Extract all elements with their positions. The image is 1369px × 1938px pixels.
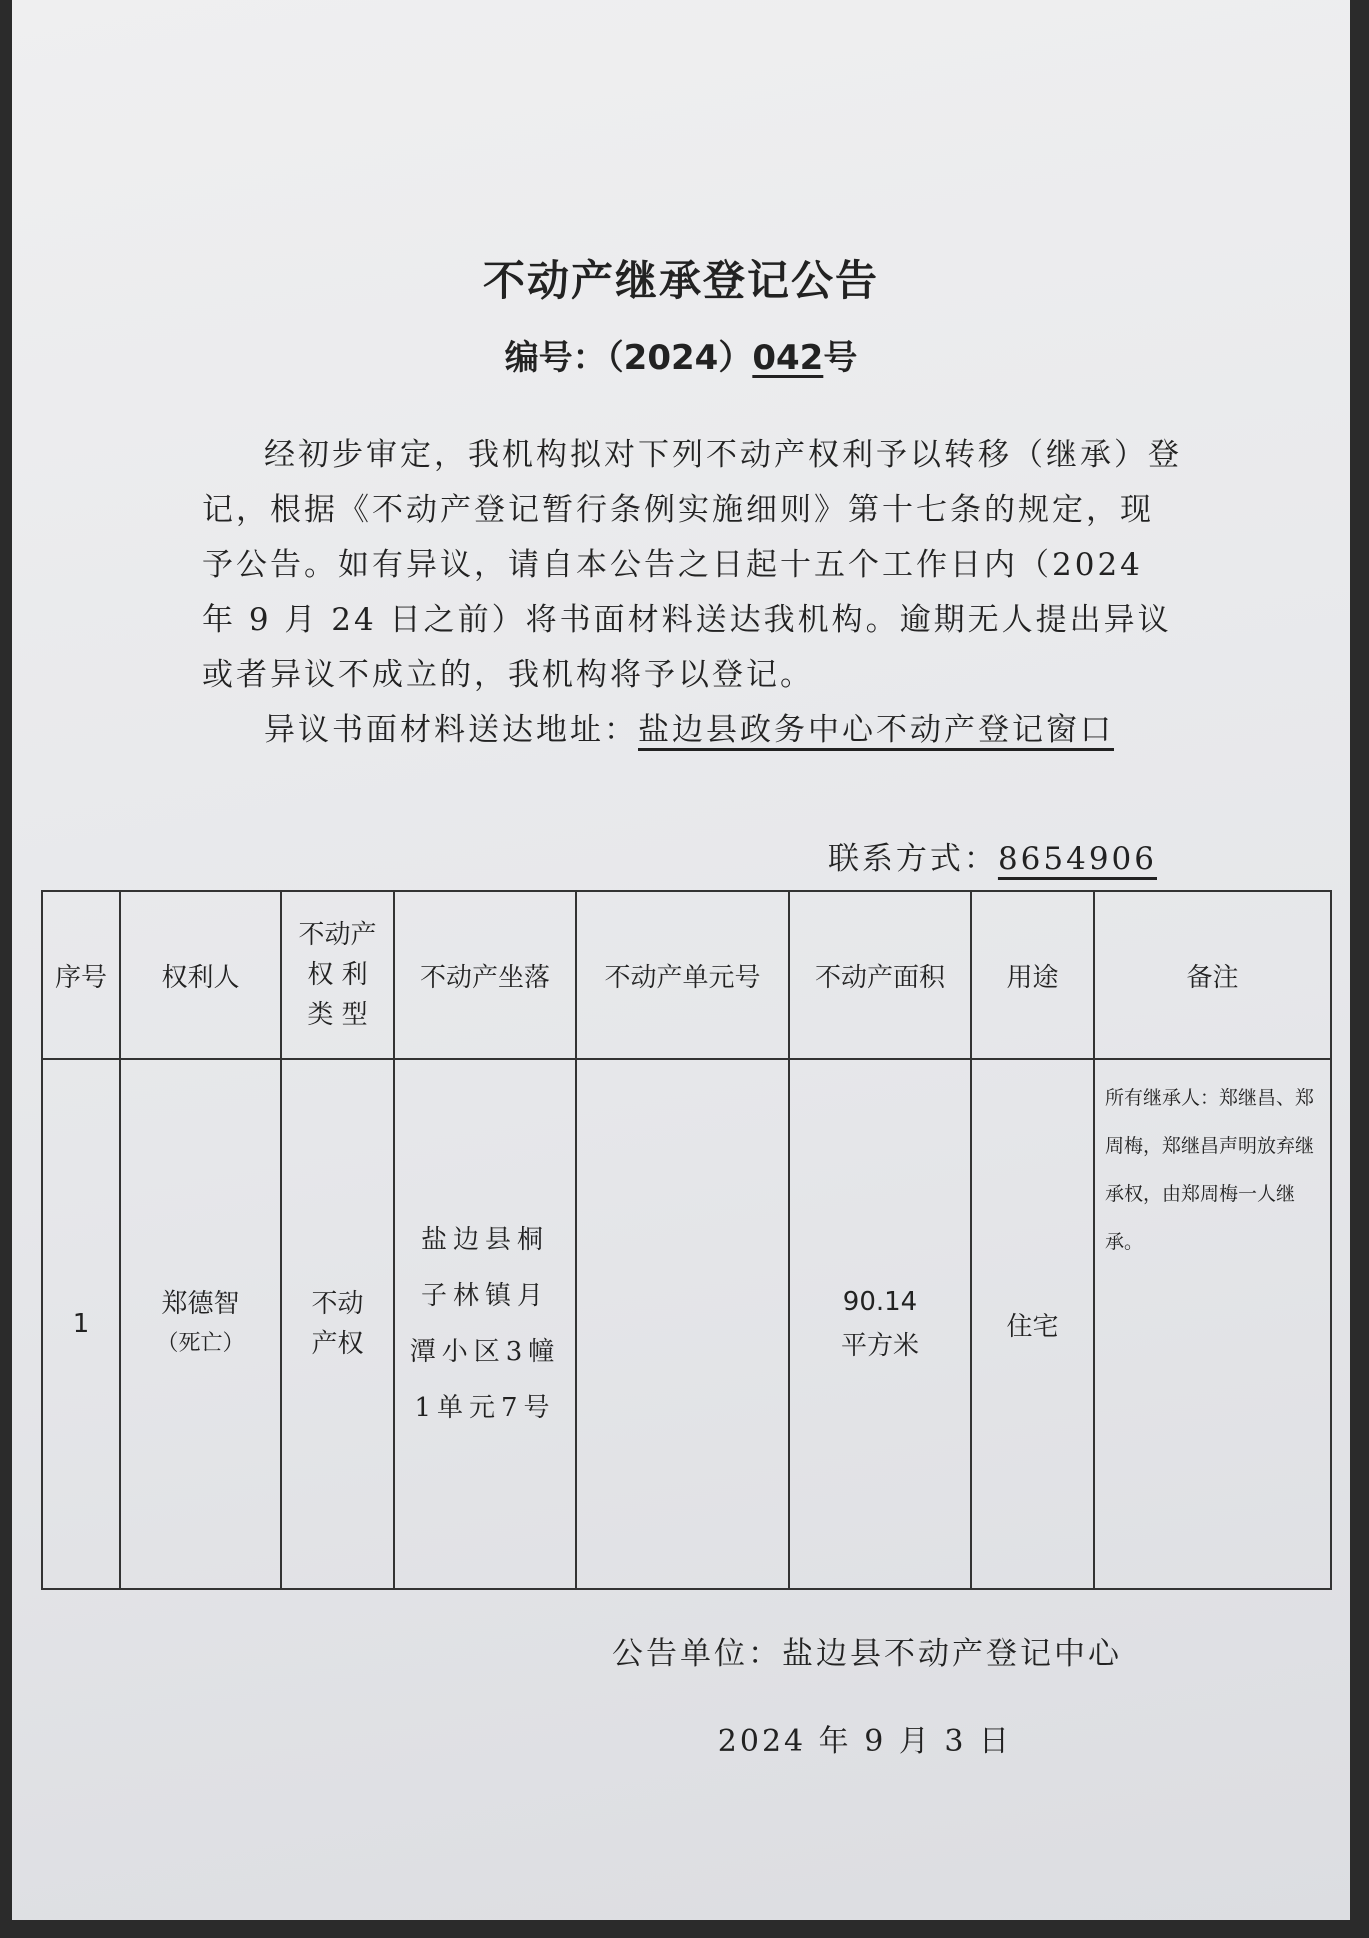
cell-unit-number (576, 1059, 789, 1589)
cell-seq: 1 (42, 1059, 120, 1589)
contact-info (828, 833, 1157, 878)
cell-right-type (281, 1059, 394, 1589)
table-header-row (42, 891, 1331, 1059)
notice-paragraph: 经初步审定，我机构拟对下列不动产权利予以转移（继承）登记，根据《不动产登记暂行条例实施细则》第十七条的规定，现予公告。如有异议，请自本公告之日起十五个工作日内（2024 年 9 月 24 日之前）将书面材料送达我机构。逾期无人提出异议或者异议不成立的，我机构将予以登记。 (202, 437, 1182, 693)
right-type-line: 不动 (311, 1289, 364, 1319)
cell-usage: 住宅 (971, 1059, 1094, 1589)
location-line: 1单元7号 (414, 1393, 556, 1423)
cell-area (789, 1059, 971, 1589)
header-location: 不动产坐落 (394, 891, 576, 1059)
header-usage: 用途 (971, 891, 1094, 1059)
header-seq: 序号 (42, 891, 120, 1059)
document-number-value: 042 (752, 338, 824, 378)
cell-remark: 所有继承人：郑继昌、郑周梅，郑继昌声明放弃继承权，由郑周梅一人继承。 (1094, 1059, 1331, 1589)
right-type-line: 产权 (311, 1329, 364, 1359)
location-line: 潭小区3幢 (409, 1337, 561, 1367)
area-unit: 平方米 (840, 1331, 919, 1361)
notice-title: 不动产继承登记公告 (482, 256, 879, 305)
address-value: 盐边县政务中心不动产登记窗口 (638, 712, 1114, 748)
document-number (12, 330, 1350, 379)
header-right-type-line: 类 型 (307, 1000, 368, 1030)
holder-status: （死亡） (156, 1331, 245, 1356)
holder-name: 郑德智 (161, 1289, 240, 1319)
contact-phone: 8654906 (997, 841, 1157, 877)
header-holder: 权利人 (120, 891, 281, 1059)
issue-date: 2024 年 9 月 3 日 (717, 1724, 1012, 1759)
issuing-unit-value: 盐边县不动产登记中心 (782, 1636, 1122, 1672)
registration-table (41, 890, 1332, 1590)
contact-label: 联系方式： (827, 841, 998, 877)
area-value: 90.14 (842, 1287, 918, 1317)
notice-page (12, 0, 1350, 1920)
issuing-unit (612, 1628, 1122, 1673)
header-area: 不动产面积 (789, 891, 971, 1059)
header-right-type (281, 891, 394, 1059)
document-number-suffix: 号 (823, 338, 858, 378)
header-right-type-line: 权 利 (307, 960, 368, 990)
table-row (42, 1059, 1331, 1589)
header-right-type-line: 不动产 (298, 920, 377, 950)
cell-location (394, 1059, 576, 1589)
document-number-prefix: 编号：（2024） (504, 338, 753, 378)
location-line: 子林镇月 (420, 1281, 549, 1311)
notice-body (202, 428, 1182, 758)
location-line: 盐边县桐 (420, 1225, 549, 1255)
header-remark: 备注 (1094, 891, 1331, 1059)
address-label: 异议书面材料送达地址： (264, 712, 638, 748)
address-paragraph (202, 703, 1182, 758)
header-unit-number: 不动产单元号 (576, 891, 789, 1059)
issuing-unit-label: 公告单位： (612, 1636, 782, 1672)
cell-holder (120, 1059, 281, 1589)
